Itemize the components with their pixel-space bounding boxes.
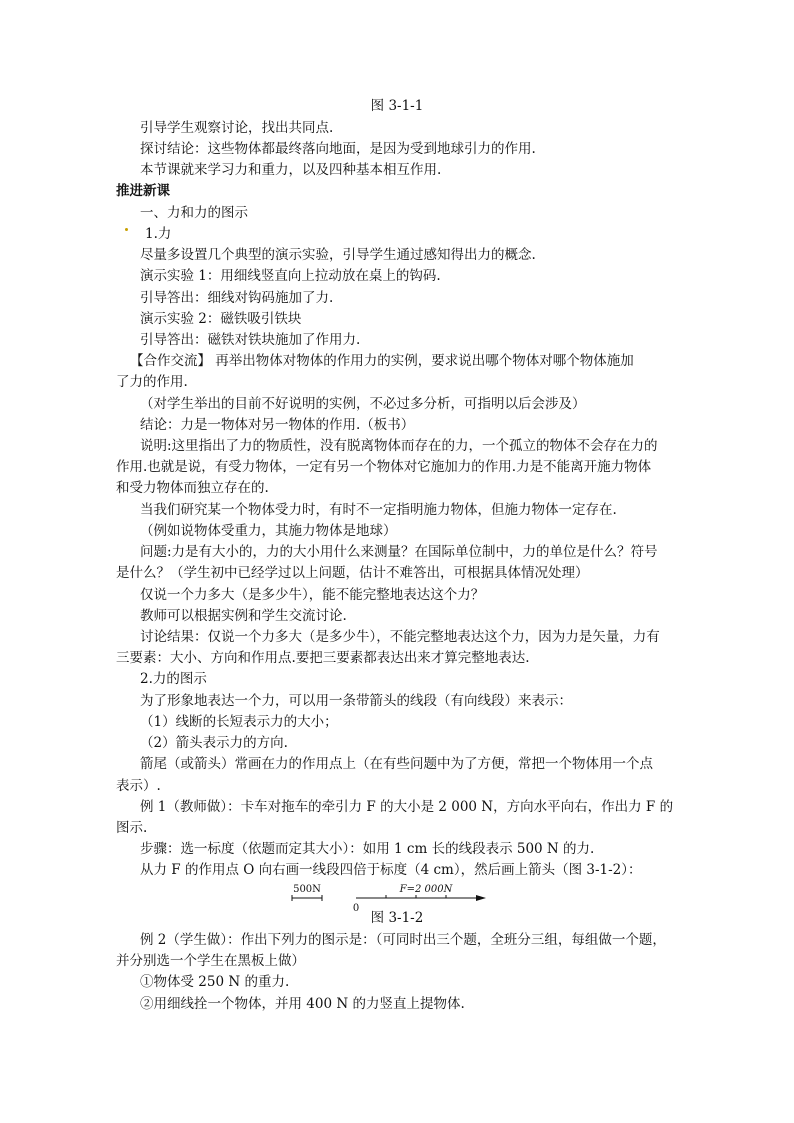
bullet-dot [125, 228, 128, 231]
paragraph-line: 例 2（学生做）：作出下列力的图示是：（可同时出三个题，全班分三组，每组做一个题， [140, 932, 666, 948]
figure-caption-3-1-2: 图 3-1-2 [370, 910, 424, 926]
force-label: F=2 000N [399, 884, 453, 895]
scale-label: 500N [293, 884, 321, 895]
paragraph-line: 引导答出：磁铁对铁块施加了作用力. [140, 332, 361, 348]
paragraph-line: 例 1（教师做）：卡车对拖车的牵引力 F 的大小是 2 000 N，方向水平向右，作出力 F 的 [140, 799, 674, 815]
paragraph-line: （2）箭头表示力的方向. [140, 735, 288, 751]
paragraph-line: 引导答出：细线对钩码施加了力. [140, 290, 334, 306]
subsection-heading: 一、力和力的图示 [140, 205, 248, 221]
paragraph-line: 演示实验 2：磁铁吸引铁块 [140, 311, 302, 327]
paragraph-line: 讨论结果：仅说一个力多大（是多少牛），不能完整地表达这个力，因为力是矢量，力有 [140, 629, 660, 645]
paragraph-line: 和受力物体而独立存在的. [116, 480, 269, 496]
force-vector-arrowhead [476, 895, 486, 901]
subsection-title-force: 1.力 [145, 226, 172, 242]
paragraph-line: 箭尾（或箭头）常画在力的作用点上（在有些问题中为了方便，常把一个物体用一个点 [140, 756, 653, 772]
paragraph-line: 并分别选一个学生在黑板上做） [116, 953, 305, 969]
paragraph-line: 【合作交流】 再举出物体对物体的作用力的实例，要求说出哪个物体对哪个物体施加 [130, 353, 634, 369]
paragraph-line: 结论：力是一物体对另一物体的作用.（板书） [140, 417, 415, 433]
paragraph-line: 了力的作用. [116, 374, 188, 390]
paragraph-line: 图示. [116, 820, 148, 836]
paragraph-line: 说明:这里指出了力的物质性，没有脱离物体而存在的力，一个孤立的物体不会存在力的 [140, 438, 658, 454]
paragraph-line: ①物体受 250 N 的重力. [140, 974, 290, 990]
paragraph-line: （例如说物体受重力，其施力物体是地球） [140, 523, 397, 539]
paragraph-line: 教师可以根据实例和学生交流讨论. [140, 608, 347, 624]
paragraph-line: 是什么？（学生初中已经学过以上问题，估计不难答出，可根据具体情况处理） [116, 565, 589, 581]
paragraph-line: 本节课就来学习力和重力，以及四种基本相互作用. [140, 162, 442, 178]
paragraph-line: 问题:力是有大小的，力的大小用什么来测量？在国际单位制中，力的单位是什么？符号 [140, 544, 658, 560]
paragraph-line: （对学生举出的目前不好说明的实例，不必过多分析，可指明以后会涉及） [140, 396, 586, 412]
subsection-title-force-diagram: 2.力的图示 [140, 671, 207, 687]
paragraph-line: ②用细线拴一个物体，并用 400 N 的力竖直上提物体. [140, 996, 465, 1012]
figure-caption-3-1-1: 图 3-1-1 [370, 98, 424, 114]
paragraph-line: 引导学生观察讨论，找出共同点. [140, 120, 334, 136]
paragraph-line: 为了形象地表达一个力，可以用一条带箭头的线段（有向线段）来表示： [140, 693, 572, 709]
paragraph-line: 作用.也就是说，有受力物体，一定有另一个物体对它施加力的作用.力是不能离开施力物体 [116, 459, 652, 475]
origin-label: 0 [352, 903, 360, 914]
paragraph-line: 探讨结论：这些物体都最终落向地面，是因为受到地球引力的作用. [140, 141, 536, 157]
paragraph-line: （1）线断的长短表示力的大小； [140, 714, 338, 730]
paragraph-line: 当我们研究某一个物体受力时，有时不一定指明施力物体，但施力物体一定存在. [140, 502, 617, 518]
paragraph-line: 从力 F 的作用点 O 向右画一线段四倍于标度（4 cm），然后画上箭头（图 3-1-2）： [140, 862, 642, 878]
paragraph-line: 演示实验 1：用细线竖直向上拉动放在桌上的钩码. [140, 268, 441, 284]
paragraph-line: 三要素：大小、方向和作用点.要把三要素都表达出来才算完整地表达. [116, 650, 530, 666]
paragraph-line: 步骤：选一标度（依题而定其大小）：如用 1 cm 长的线段表示 500 N 的力. [140, 841, 595, 857]
paragraph-line: 仅说一个力多大（是多少牛），能不能完整地表达这个力？ [140, 587, 485, 603]
section-heading: 推进新课 [116, 183, 170, 199]
paragraph-line: 尽量多设置几个典型的演示实验，引导学生通过感知得出力的概念. [140, 247, 536, 263]
paragraph-line: 表示）. [116, 778, 161, 794]
